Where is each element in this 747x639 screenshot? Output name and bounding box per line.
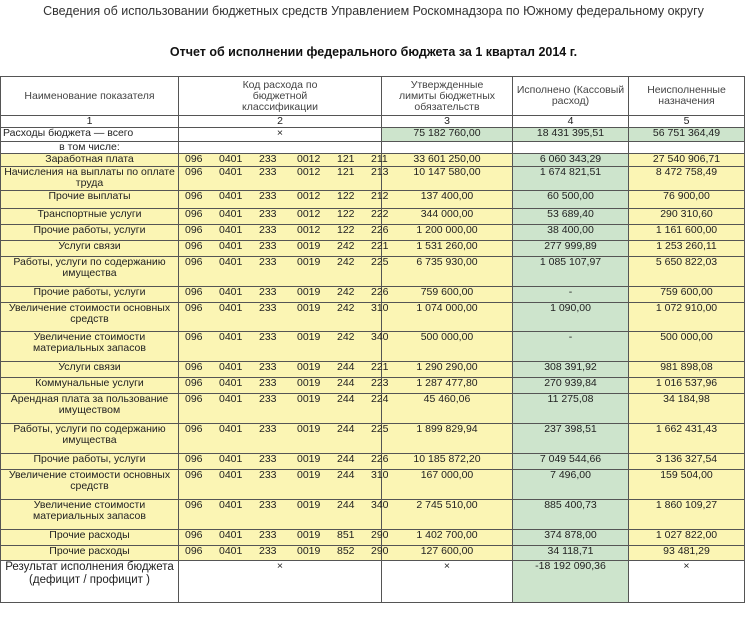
row-name: Услуги связи <box>1 241 179 257</box>
row-code <box>179 499 389 530</box>
row-done: 885 400,73 <box>513 500 629 530</box>
code-part: 211 <box>371 153 388 165</box>
code-part: 122 <box>337 224 355 236</box>
row-undone: 93 481,29 <box>629 546 745 561</box>
row-undone: 759 600,00 <box>629 287 745 303</box>
row-code <box>179 529 389 546</box>
row-name: Транспортные услуги <box>1 209 179 225</box>
row-limits: 167 000,00 <box>382 470 513 500</box>
row-limits: 137 400,00 <box>382 191 513 209</box>
code-part: 096 <box>185 224 203 236</box>
report-subtitle: Отчет об исполнении федерального бюджета за 1 квартал 2014 г. <box>169 45 578 59</box>
total-limits: 75 182 760,00 <box>382 128 513 142</box>
code-part: 096 <box>185 302 203 314</box>
code-part: 244 <box>337 361 355 373</box>
row-code <box>179 240 389 257</box>
table-row <box>1 362 745 378</box>
code-part: 233 <box>259 286 277 298</box>
code-part: 0401 <box>219 190 243 202</box>
code-part: 233 <box>259 240 277 252</box>
row-limits: 1 899 829,94 <box>382 424 513 454</box>
code-part: 221 <box>371 240 389 252</box>
row-undone: 1 253 260,11 <box>629 241 745 257</box>
result-row <box>1 561 745 603</box>
code-part: 233 <box>259 529 277 541</box>
code-part: 0401 <box>219 302 243 314</box>
row-limits: 33 601 250,00 <box>382 154 513 167</box>
row-done: 60 500,00 <box>513 191 629 209</box>
row-code <box>179 190 389 209</box>
row-limits: 10 147 580,00 <box>382 167 513 191</box>
code-part: 0401 <box>219 529 243 541</box>
row-limits: 6 735 930,00 <box>382 257 513 287</box>
code-part: 096 <box>185 331 203 343</box>
table-row <box>1 167 745 191</box>
result-code: × <box>179 561 382 603</box>
code-part: 0019 <box>297 393 321 405</box>
total-name: Расходы бюджета — всего <box>1 128 179 142</box>
row-code <box>179 469 389 500</box>
code-part: 0019 <box>297 529 321 541</box>
row-done: 38 400,00 <box>513 225 629 241</box>
code-part: 233 <box>259 453 277 465</box>
code-part: 0401 <box>219 499 243 511</box>
code-part: 0401 <box>219 469 243 481</box>
code-part: 242 <box>337 240 355 252</box>
col-number: 4 <box>513 116 629 128</box>
row-undone: 290 310,60 <box>629 209 745 225</box>
row-done: - <box>513 332 629 362</box>
code-part: 096 <box>185 469 203 481</box>
code-part: 233 <box>259 499 277 511</box>
subheader-label: в том числе: <box>1 142 179 154</box>
code-part: 233 <box>259 224 277 236</box>
row-name: Прочие работы, услуги <box>1 225 179 241</box>
code-part: 096 <box>185 499 203 511</box>
code-part: 244 <box>337 469 355 481</box>
row-done: 6 060 343,29 <box>513 154 629 167</box>
code-part: 096 <box>185 190 203 202</box>
row-code <box>179 393 389 424</box>
row-limits: 2 745 510,00 <box>382 500 513 530</box>
code-part: 0401 <box>219 208 243 220</box>
row-limits: 500 000,00 <box>382 332 513 362</box>
row-code <box>179 453 389 470</box>
code-part: 0401 <box>219 240 243 252</box>
code-part: 0019 <box>297 256 321 268</box>
row-undone: 5 650 822,03 <box>629 257 745 287</box>
code-part: 096 <box>185 240 203 252</box>
row-undone: 1 161 600,00 <box>629 225 745 241</box>
result-limits: × <box>382 561 513 603</box>
row-name: Прочие работы, услуги <box>1 454 179 470</box>
row-done: 1 674 821,51 <box>513 167 629 191</box>
code-part: 096 <box>185 208 203 220</box>
header-name: Наименование показателя <box>1 77 179 116</box>
code-part: 233 <box>259 393 277 405</box>
code-part: 290 <box>371 545 389 557</box>
code-part: 242 <box>337 256 355 268</box>
total-row <box>1 128 745 142</box>
code-part: 0401 <box>219 166 243 178</box>
code-part: 0019 <box>297 331 321 343</box>
header-done: Исполнено (Кассовый расход) <box>513 77 629 116</box>
code-part: 0019 <box>297 377 321 389</box>
row-code <box>179 361 389 378</box>
row-name: Прочие выплаты <box>1 191 179 209</box>
row-name: Увеличение стоимости основных средств <box>1 303 179 332</box>
code-part: 096 <box>185 153 203 165</box>
row-name: Начисления на выплаты по оплате труда <box>1 167 179 191</box>
code-part: 121 <box>337 166 355 178</box>
row-code <box>179 166 389 191</box>
row-done: 34 118,71 <box>513 546 629 561</box>
code-part: 0019 <box>297 499 321 511</box>
table-row <box>1 530 745 546</box>
row-done: 308 391,92 <box>513 362 629 378</box>
code-part: 096 <box>185 361 203 373</box>
row-undone: 27 540 906,71 <box>629 154 745 167</box>
code-part: 233 <box>259 331 277 343</box>
table-row <box>1 470 745 500</box>
code-part: 242 <box>337 302 355 314</box>
row-done: 374 878,00 <box>513 530 629 546</box>
code-part: 096 <box>185 166 203 178</box>
code-part: 0401 <box>219 224 243 236</box>
table-row <box>1 424 745 454</box>
row-limits: 10 185 872,20 <box>382 454 513 470</box>
code-part: 244 <box>337 377 355 389</box>
code-part: 0019 <box>297 302 321 314</box>
code-part: 0012 <box>297 224 321 236</box>
row-undone: 3 136 327,54 <box>629 454 745 470</box>
code-part: 290 <box>371 529 389 541</box>
code-part: 233 <box>259 208 277 220</box>
code-part: 096 <box>185 529 203 541</box>
code-part: 0012 <box>297 153 321 165</box>
code-part: 233 <box>259 153 277 165</box>
row-done: 1 085 107,97 <box>513 257 629 287</box>
code-part: 233 <box>259 423 277 435</box>
row-name: Увеличение стоимости материальных запасов <box>1 332 179 362</box>
code-part: 242 <box>337 286 355 298</box>
row-name: Увеличение стоимости основных средств <box>1 470 179 500</box>
row-done: 1 090,00 <box>513 303 629 332</box>
code-part: 233 <box>259 469 277 481</box>
row-limits: 45 460,06 <box>382 394 513 424</box>
table-row <box>1 191 745 209</box>
table-row <box>1 225 745 241</box>
row-limits: 1 200 000,00 <box>382 225 513 241</box>
row-undone: 1 860 109,27 <box>629 500 745 530</box>
code-part: 096 <box>185 256 203 268</box>
row-code <box>179 153 388 167</box>
col-number: 3 <box>382 116 513 128</box>
row-name: Прочие работы, услуги <box>1 287 179 303</box>
code-part: 0401 <box>219 286 243 298</box>
code-part: 122 <box>337 208 355 220</box>
table-row <box>1 241 745 257</box>
code-part: 0019 <box>297 240 321 252</box>
header-undone: Неисполненные назначения <box>629 77 745 116</box>
row-name: Коммунальные услуги <box>1 378 179 394</box>
budget-table <box>0 76 745 603</box>
code-part: 0012 <box>297 166 321 178</box>
table-row <box>1 287 745 303</box>
code-part: 226 <box>371 224 389 236</box>
col-number: 5 <box>629 116 745 128</box>
row-name: Заработная плата <box>1 154 179 167</box>
code-part: 310 <box>371 302 389 314</box>
code-part: 244 <box>337 499 355 511</box>
code-part: 096 <box>185 453 203 465</box>
table-row <box>1 209 745 225</box>
row-code <box>179 331 389 362</box>
row-done: 277 999,89 <box>513 241 629 257</box>
row-undone: 1 072 910,00 <box>629 303 745 332</box>
code-part: 0401 <box>219 393 243 405</box>
code-part: 0019 <box>297 423 321 435</box>
code-part: 233 <box>259 190 277 202</box>
row-limits: 1 290 290,00 <box>382 362 513 378</box>
row-done: 11 275,08 <box>513 394 629 424</box>
code-part: 0019 <box>297 453 321 465</box>
code-part: 222 <box>371 208 389 220</box>
row-limits: 127 600,00 <box>382 546 513 561</box>
code-part: 233 <box>259 256 277 268</box>
row-code <box>179 377 389 394</box>
total-done: 18 431 395,51 <box>513 128 629 142</box>
code-part: 225 <box>371 423 389 435</box>
row-limits: 1 531 260,00 <box>382 241 513 257</box>
code-part: 096 <box>185 286 203 298</box>
total-code: × <box>179 128 382 142</box>
code-part: 0401 <box>219 377 243 389</box>
code-part: 233 <box>259 361 277 373</box>
code-part: 221 <box>371 361 389 373</box>
code-part: 340 <box>371 499 389 511</box>
code-part: 223 <box>371 377 389 389</box>
code-part: 0401 <box>219 545 243 557</box>
row-done: 237 398,51 <box>513 424 629 454</box>
table-row <box>1 546 745 561</box>
code-part: 244 <box>337 423 355 435</box>
code-part: 0401 <box>219 423 243 435</box>
row-name: Прочие расходы <box>1 546 179 561</box>
row-code <box>179 545 389 561</box>
result-done: -18 192 090,36 <box>513 561 629 603</box>
code-part: 242 <box>337 331 355 343</box>
row-name: Арендная плата за пользование имуществом <box>1 394 179 424</box>
row-done: 7 496,00 <box>513 470 629 500</box>
code-part: 226 <box>371 453 389 465</box>
result-name: Результат исполнения бюджета (дефицит / профицит ) <box>1 561 179 603</box>
header-row <box>1 77 745 116</box>
code-part: 233 <box>259 302 277 314</box>
row-code <box>179 286 389 303</box>
code-part: 121 <box>337 153 355 165</box>
code-part: 0401 <box>219 153 243 165</box>
code-part: 224 <box>371 393 389 405</box>
code-part: 0401 <box>219 453 243 465</box>
header-limits: Утвержденные лимиты бюджетных обязательств <box>382 77 513 116</box>
code-part: 096 <box>185 545 203 557</box>
code-part: 0401 <box>219 331 243 343</box>
row-limits: 759 600,00 <box>382 287 513 303</box>
code-part: 0012 <box>297 208 321 220</box>
row-limits: 344 000,00 <box>382 209 513 225</box>
code-part: 225 <box>371 256 389 268</box>
row-name: Работы, услуги по содержанию имущества <box>1 257 179 287</box>
code-part: 0012 <box>297 190 321 202</box>
code-part: 851 <box>337 529 355 541</box>
table-row <box>1 378 745 394</box>
row-undone: 500 000,00 <box>629 332 745 362</box>
row-undone: 8 472 758,49 <box>629 167 745 191</box>
row-done: 7 049 544,66 <box>513 454 629 470</box>
row-code <box>179 224 389 241</box>
row-done: 53 689,40 <box>513 209 629 225</box>
code-part: 226 <box>371 286 389 298</box>
row-name: Работы, услуги по содержанию имущества <box>1 424 179 454</box>
code-part: 096 <box>185 377 203 389</box>
row-undone: 1 662 431,43 <box>629 424 745 454</box>
code-part: 233 <box>259 166 277 178</box>
column-numbers-row <box>1 116 745 128</box>
total-undone: 56 751 364,49 <box>629 128 745 142</box>
code-part: 0019 <box>297 361 321 373</box>
row-code <box>179 256 389 287</box>
table-row <box>1 154 745 167</box>
document-title: Сведения об использовании бюджетных средств Управлением Роскомнадзора по Южному федеральному округу <box>43 4 704 18</box>
row-limits: 1 287 477,80 <box>382 378 513 394</box>
code-part: 213 <box>371 166 389 178</box>
subheader-row <box>1 142 745 154</box>
code-part: 310 <box>371 469 389 481</box>
row-undone: 34 184,98 <box>629 394 745 424</box>
result-undone: × <box>629 561 745 603</box>
table-row <box>1 257 745 287</box>
code-part: 233 <box>259 545 277 557</box>
code-part: 096 <box>185 393 203 405</box>
code-part: 0019 <box>297 286 321 298</box>
code-part: 0019 <box>297 545 321 557</box>
col-number: 1 <box>1 116 179 128</box>
row-limits: 1 074 000,00 <box>382 303 513 332</box>
header-code: Код расхода по бюджетной классификации <box>179 77 382 116</box>
row-name: Увеличение стоимости материальных запасов <box>1 500 179 530</box>
row-undone: 76 900,00 <box>629 191 745 209</box>
row-undone: 1 027 822,00 <box>629 530 745 546</box>
row-done: 270 939,84 <box>513 378 629 394</box>
code-part: 244 <box>337 453 355 465</box>
row-code <box>179 208 389 225</box>
code-part: 096 <box>185 423 203 435</box>
code-part: 212 <box>371 190 389 202</box>
row-code <box>179 423 389 454</box>
row-limits: 1 402 700,00 <box>382 530 513 546</box>
row-done: - <box>513 287 629 303</box>
row-undone: 981 898,08 <box>629 362 745 378</box>
table-row <box>1 332 745 362</box>
table-row <box>1 500 745 530</box>
code-part: 852 <box>337 545 355 557</box>
table-row <box>1 394 745 424</box>
table-row <box>1 303 745 332</box>
code-part: 340 <box>371 331 389 343</box>
code-part: 0401 <box>219 361 243 373</box>
code-part: 122 <box>337 190 355 202</box>
code-part: 233 <box>259 377 277 389</box>
row-undone: 159 504,00 <box>629 470 745 500</box>
code-part: 244 <box>337 393 355 405</box>
row-undone: 1 016 537,96 <box>629 378 745 394</box>
col-number: 2 <box>179 116 382 128</box>
code-part: 0019 <box>297 469 321 481</box>
row-name: Услуги связи <box>1 362 179 378</box>
row-name: Прочие расходы <box>1 530 179 546</box>
code-part: 0401 <box>219 256 243 268</box>
row-code <box>179 302 389 332</box>
table-row <box>1 454 745 470</box>
